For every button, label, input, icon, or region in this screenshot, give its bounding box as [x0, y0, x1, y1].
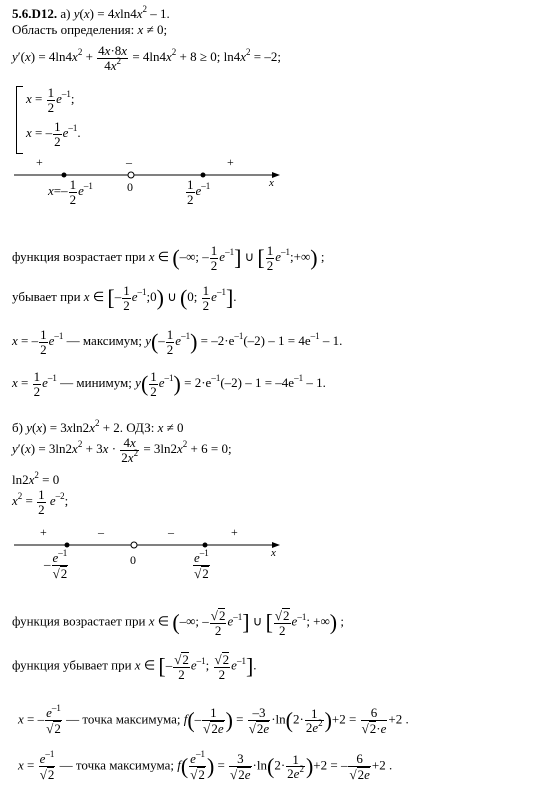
part-b-title: б) $y(x) = 3xln2x^2 + 2$. ОДЗ: x ≠ 0 [12, 418, 184, 435]
part-a-increasing: функция возрастает при x ∈ (–∞; – $\frac{1}{2}$ $e^{-1}$] ∪ [ $\frac{1}{2}$ $e^{-1};+\infty$) ; [12, 243, 325, 273]
point-zero [128, 172, 134, 178]
axis-label: x [269, 177, 274, 189]
problem-header [12, 6, 170, 22]
sign-plus-1: + [40, 525, 47, 539]
part-a-maximum: x = – $\frac{1}{2}$ $e^{-1}$ — максимум; y(– $\frac{1}{2}$ $e^{-1}) = -2\cdot e^{-1}(-2) - 1 = 4e^{-1} - 1$. [12, 327, 343, 357]
left-point-label: x=– $\frac{1}{2}$ $e^{-1}$ [48, 177, 93, 207]
part-b-derivative: $y'(x) = 3\ln 2x^2 + 3x$ · $\frac{4x}{2x^2}$ = $3\ln 2x^2 + 6 = 0$; [12, 435, 232, 465]
zero-label: 0 [127, 180, 133, 194]
point-zero [131, 542, 137, 548]
zero-label: 0 [130, 553, 136, 567]
part-a-derivative: $y'(x) = 4\ln 4x^2$ + $\frac{4x\cdot 8x}{4x^2}$ = $4\ln 4x^2 + 8 \ge 0$; $\ln 4x^2 = -2$; [12, 43, 281, 73]
part-b-eq1: $\ln 2x^2 = 0$ [12, 470, 60, 487]
sign-minus-2: – [168, 525, 174, 539]
part-a-decreasing: убывает при x ∈ [– $\frac{1}{2}$ $e^{-1};0$) ∪ (0; $\frac{1}{2}$ $e^{-1}$]. [12, 283, 237, 313]
right-point-label: $\frac{1}{2}$ $e^{-1}$ [187, 177, 211, 207]
part-a-statement: а) $y(x) = 4xln4x^2 - 1$. [60, 4, 170, 21]
number-line-b [0, 524, 550, 569]
axis-label: x [271, 547, 276, 559]
part-b-eq2: $x^2$ = $\frac{1}{2}$ $e^{-2}$; [12, 487, 69, 517]
domain-statement: Область определения: x ≠ 0; [12, 22, 168, 37]
part-b-increasing: функция возрастает при x ∈ (–∞; – $\frac{√2}{2}$ $e^{-1}$] ∪ [ $\frac{√2}{2}$ $e^{-1}$; +∞) ; [12, 608, 344, 638]
b-left-point-label: – $\frac{e^{-1}}{√2}$ [44, 548, 68, 581]
part-b-decreasing: функция убывает при x ∈ [– $\frac{√2}{2}$ $e^{-1}$; $\frac{√2}{2}$ $e^{-1}$]. [12, 652, 257, 682]
problem-id: 5.6.D12. [12, 6, 58, 21]
b-right-point-label: $\frac{e^{-1}}{√2}$ [194, 548, 209, 581]
part-b-maximum-2: x = $\frac{e^{-1}}{√2}$ — точка максимума; f( $\frac{e^{-1}}{√2}$ ) = $\frac{3}{√2e}$ ·ln(2· $\frac{1}{2e^2}$ )+2 = – $\frac{6}{√2e}$ +2 . [18, 749, 393, 782]
roots-system-bracket [16, 86, 23, 154]
root-negative: x = – $\frac{1}{2}$ $e^{-1}$. [26, 119, 81, 149]
part-a-minimum: x = $\frac{1}{2}$ $e^{-1}$ — минимум; y( $\frac{1}{2}$ $e^{-1}) = 2\cdot e^{-1}(-2) - 1 = -4e^{-1} - 1$. [12, 369, 326, 399]
sign-plus-2: + [231, 525, 238, 539]
sign-minus-1: – [126, 155, 132, 169]
sign-plus-1: + [36, 155, 43, 169]
sign-plus-2: + [227, 155, 234, 169]
point-right [203, 543, 208, 548]
point-right [201, 173, 206, 178]
root-positive: x = $\frac{1}{2}$ $e^{-1}$; [26, 85, 75, 115]
part-b-maximum-1: x = – $\frac{e^{-1}}{√2}$ — точка максимума; f(– $\frac{1}{√2e}$ ) = $\frac{-3}{√2e}$ ·ln(2· $\frac{1}{2e^2}$ )+2 = $\frac{6}{√2\cdot e}$ +2 . [18, 703, 409, 736]
point-left [65, 543, 70, 548]
sign-minus-1: – [98, 525, 104, 539]
point-left [62, 173, 67, 178]
